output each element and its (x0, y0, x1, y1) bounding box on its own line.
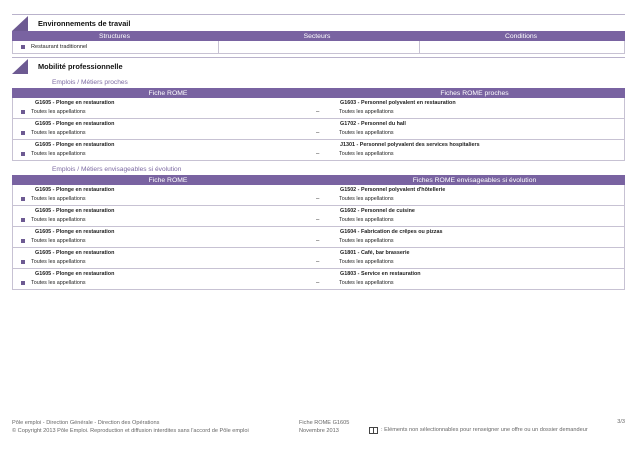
appellation-text: Toutes les appellations (31, 259, 86, 265)
page-number: 3/3 (617, 419, 625, 425)
dash-separator: – (316, 130, 320, 136)
bullet-square-icon (21, 131, 25, 135)
appellation-text: Toutes les appellations (339, 280, 394, 286)
appellation-text: Toutes les appellations (31, 109, 86, 115)
dash-separator: – (316, 151, 320, 157)
secteur-cell (219, 41, 420, 53)
footer-legend-text: : Eléments non sélectionnables pour renseigner une offre ou un dossier demandeur (381, 427, 588, 433)
dash-separator: – (316, 217, 320, 223)
appellation-text: Toutes les appellations (339, 196, 394, 202)
bullet-square-icon (21, 152, 25, 156)
environnements-table-header (12, 31, 625, 41)
column-header-conditions: Conditions (504, 32, 538, 40)
bullet-square-icon (21, 260, 25, 264)
subsection-title-evolution: Emplois / Métiers envisageables si évolution (52, 166, 182, 173)
column-header-structures: Structures (99, 32, 130, 40)
appellation-text: Toutes les appellations (31, 130, 86, 136)
section-mobilite-header (12, 57, 625, 74)
dash-separator: – (316, 259, 320, 265)
table-row (12, 140, 625, 161)
dash-separator: – (316, 238, 320, 244)
bullet-square-icon (21, 218, 25, 222)
table-row (12, 98, 625, 119)
subsection-title-proches: Emplois / Métiers proches (52, 79, 128, 86)
footer-date: Novembre 2013 (299, 428, 339, 434)
column-header-fiches-evolution: Fiches ROME envisageables si évolution (412, 176, 537, 184)
section-environnements-header (12, 14, 625, 31)
rome-code: G1605 - Plonge en restauration (35, 229, 115, 235)
rome-code: G1803 - Service en restauration (340, 271, 421, 277)
rome-code: G1605 - Plonge en restauration (35, 208, 115, 214)
appellation-text: Toutes les appellations (339, 151, 394, 157)
rome-code: G1604 - Fabrication de crêpes ou pizzas (340, 229, 443, 235)
appellation-text: Toutes les appellations (339, 109, 394, 115)
bullet-square-icon (21, 281, 25, 285)
footer-organisation: Pôle emploi - Direction Générale - Direction des Opérations (12, 420, 160, 426)
rome-code: G1801 - Café, bar brasserie (340, 250, 410, 256)
table-row (12, 269, 625, 290)
structure-value: Restaurant traditionnel (31, 44, 88, 50)
column-header-fiche-rome: Fiche ROME (148, 176, 188, 184)
rome-code: G1602 - Personnel de cuisine (340, 208, 415, 214)
bullet-square-icon (21, 45, 25, 49)
bullet-square-icon (21, 197, 25, 201)
column-header-secteurs: Secteurs (303, 32, 331, 40)
appellation-text: Toutes les appellations (31, 238, 86, 244)
rome-code: G1502 - Personnel polyvalent d'hôtellerie (340, 187, 446, 193)
proches-table-header (12, 88, 625, 98)
table-row (12, 185, 625, 206)
column-header-fiches-proches: Fiches ROME proches (440, 89, 509, 97)
appellation-text: Toutes les appellations (31, 280, 86, 286)
footer-legend (369, 427, 588, 433)
appellation-text: Toutes les appellations (339, 238, 394, 244)
section-triangle-icon (12, 59, 28, 74)
bullet-square-icon (21, 110, 25, 114)
appellation-text: Toutes les appellations (31, 151, 86, 157)
dash-separator: – (316, 196, 320, 202)
dash-separator: – (316, 109, 320, 115)
fiche-rome-page (12, 14, 625, 290)
table-row (12, 119, 625, 140)
structure-cell (13, 41, 219, 53)
rome-code: G1603 - Personnel polyvalent en restauration (340, 100, 456, 106)
dash-separator: – (316, 280, 320, 286)
footer-fiche-ref: Fiche ROME G1605 (299, 420, 350, 426)
appellation-text: Toutes les appellations (339, 130, 394, 136)
table-row (12, 227, 625, 248)
footer-copyright: © Copyright 2013 Pôle Emploi. Reproduction et diffusion interdites sans l'accord de Pôle emploi (12, 428, 249, 434)
rome-code: G1702 - Personnel du hall (340, 121, 406, 127)
appellation-text: Toutes les appellations (339, 217, 394, 223)
column-header-fiche-rome: Fiche ROME (148, 89, 188, 97)
bullet-square-icon (21, 239, 25, 243)
rome-code: G1605 - Plonge en restauration (35, 250, 115, 256)
book-icon (369, 427, 377, 433)
appellation-text: Toutes les appellations (339, 259, 394, 265)
appellation-text: Toutes les appellations (31, 217, 86, 223)
rome-code: G1605 - Plonge en restauration (35, 121, 115, 127)
rome-code: G1605 - Plonge en restauration (35, 142, 115, 148)
rome-code: G1605 - Plonge en restauration (35, 100, 115, 106)
rome-code: G1605 - Plonge en restauration (35, 187, 115, 193)
section-title: Mobilité professionnelle (38, 61, 123, 71)
condition-cell (420, 41, 624, 53)
rome-code: G1605 - Plonge en restauration (35, 271, 115, 277)
section-triangle-icon (12, 16, 28, 31)
section-title: Environnements de travail (38, 18, 131, 28)
appellation-text: Toutes les appellations (31, 196, 86, 202)
table-row (12, 206, 625, 227)
evolution-table-header (12, 175, 625, 185)
table-row (12, 41, 625, 54)
table-row (12, 248, 625, 269)
rome-code: J1301 - Personnel polyvalent des services hospitaliers (340, 142, 480, 148)
